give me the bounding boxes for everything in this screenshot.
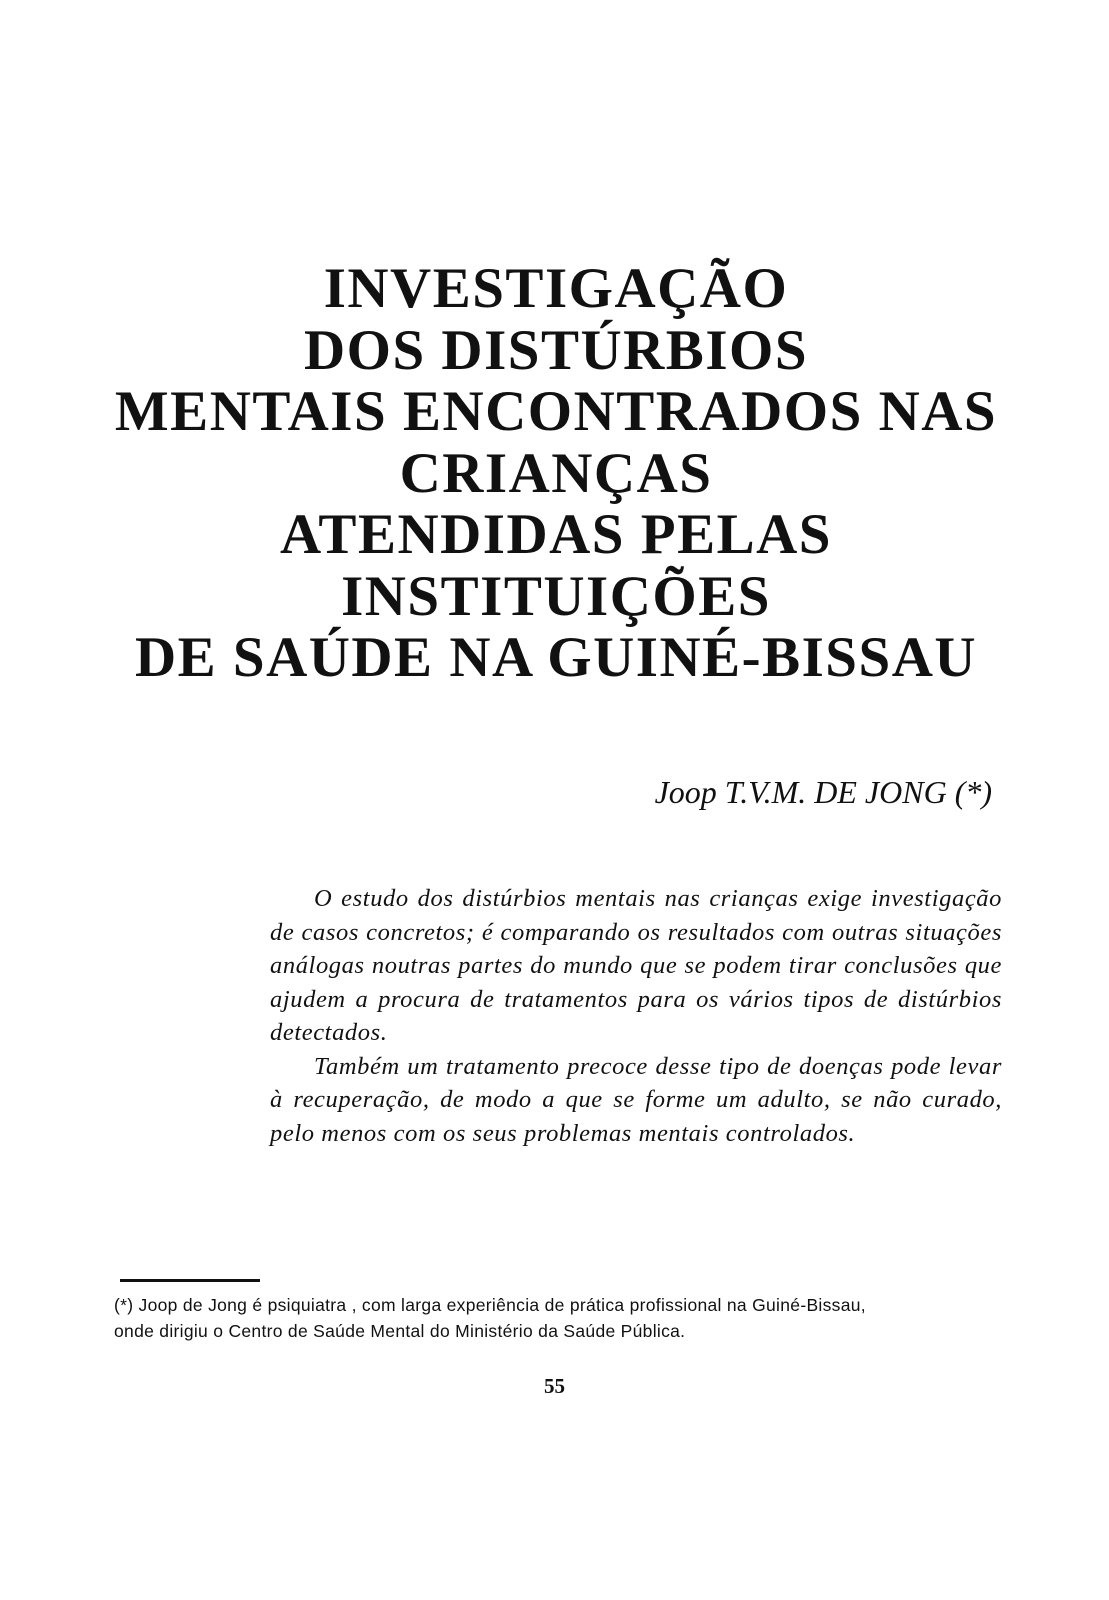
title-line-6: INSTITUIÇÕES [341,564,771,628]
abstract-paragraph-1: O estudo dos distúrbios mentais nas crianças exige investigação de casos concretos; é comparando os resultados com outras situações análogas noutras partes do mundo que se podem tirar conclusões que ajudem a procura de tratamentos para os vários tipos de distúrbios detectados. [270,885,1002,1046]
title-line-3: MENTAIS ENCONTRADOS NAS [114,380,998,443]
footnote [114,1292,1004,1344]
title-line-5: ATENDIDAS PELAS [280,503,832,566]
title-line-4: CRIANÇAS [399,441,713,505]
author-byline: Joop T.V.M. DE JONG (*) [654,774,992,810]
footnote-divider [120,1279,260,1282]
abstract [270,882,1002,1150]
title-line-1: INVESTIGAÇÃO [323,257,789,320]
title-line-2: DOS DISTÚRBIOS [303,318,809,382]
title-line-7: DE SAÚDE NA GUINÉ-BISSAU [134,626,978,689]
abstract-paragraph-2: Também um tratamento precoce desse tipo de doenças pode levar à recuperação, de modo a que se forme um adulto, se não curado, pelo menos com os seus problemas mentais controlados. [270,1052,1002,1147]
footnote-line-2: onde dirigiu o Centro de Saúde Mental do Ministério da Saúde Pública. [114,1321,686,1341]
footnote-line-1: (*) Joop de Jong é psiquiatra , com larga experiência de prática profissional na Guiné-Bissau, [114,1295,866,1315]
page-number: 55 [544,1374,565,1398]
article-title [100,258,1012,689]
